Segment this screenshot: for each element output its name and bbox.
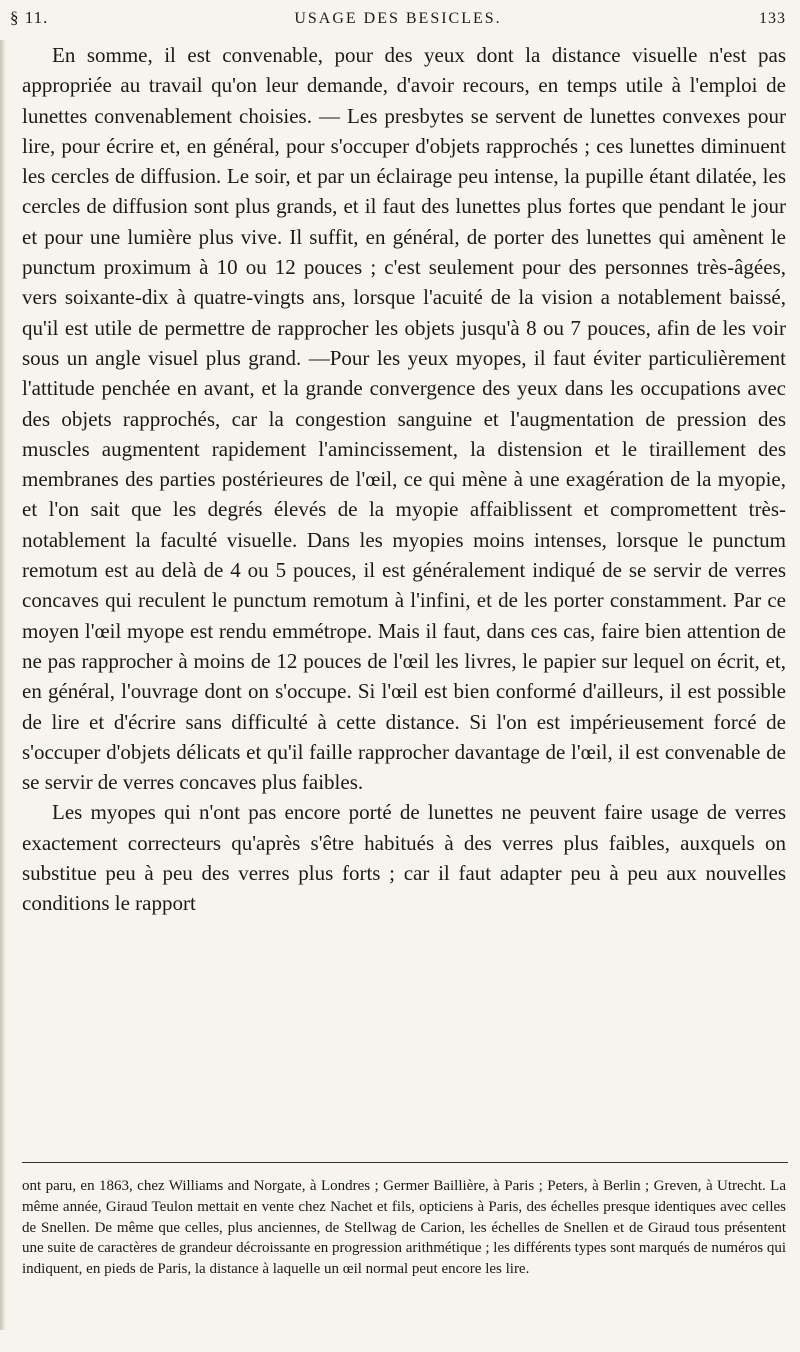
page-number: 133 — [759, 10, 786, 27]
page-header — [10, 6, 786, 36]
section-mark: § 11. — [10, 8, 49, 27]
page-gutter-shadow — [0, 40, 6, 1330]
footnote-text: ont paru, en 1863, chez Williams and Norgate, à Londres ; Germer Baillière, à Paris ; Peters, à Berlin ; Greven, à Utrecht. La même année, Giraud Teulon mettait en vente chez Nachet et fils, opticiens à Paris, des échelles presque identiques avec celles de Snellen. De même que celles, plus anciennes, de Stellwag de Carion, les échelles de Snellen et de Giraud tous présentent une suite de caractères de grandeur décroissante en progression arithmétique ; les différents types sont marqués de numéros qui indiquent, en pieds de Paris, la distance à laquelle un œil normal peut encore les lire. — [22, 1178, 786, 1278]
main-text — [22, 40, 786, 919]
footnote — [22, 1176, 786, 1280]
footnote-rule — [22, 1162, 788, 1163]
paragraph-1: En somme, il est convenable, pour des yeux dont la distance visuelle n'est pas appropriée au travail qu'on leur demande, d'avoir recours, en temps utile à l'emploi de lunettes convenablement choisies. — Les presbytes se servent de lunettes convexes pour lire, pour écrire et, en général, pour s'occuper d'objets rapprochés ; ces lunettes diminuent les cercles de diffusion. Le soir, et par un éclairage peu intense, la pupille étant dilatée, les cercles de diffusion sont plus grands, et il faut des lunettes plus fortes que pendant le jour et pour une lumière plus vive. Il suffit, en général, de porter des lunettes qui amènent le punctum proximum à 10 ou 12 pouces ; c'est seulement pour des personnes très-âgées, vers soixante-dix à quatre-vingts ans, lorsque l'acuité de la vision a notablement baissé, qu'il est utile de permettre de rapprocher les objets jusqu'à 8 ou 7 pouces, afin de les voir sous un angle visuel plus grand. —Pour les yeux myopes, il faut éviter particulièrement l'attitude penchée en avant, et la grande convergence des yeux dans les occupations avec des objets rapprochés, car la congestion sanguine et l'augmentation de pression des muscles augmentent rapidement l'amincissement, la distension et le tiraillement des membranes des parties postérieures de l'œil, ce qui mène à une exagération de la myopie, et l'on sait que les degrés élevés de la myopie affaiblissent et compromettent très-notablement la faculté visuelle. Dans les myopies moins intenses, lorsque le punctum remotum est au delà de 4 ou 5 pouces, il est généralement indiqué de se servir de verres concaves qui reculent le punctum remotum à l'infini, et de les porter constamment. Par ce moyen l'œil myope est rendu emmétrope. Mais il faut, dans ces cas, faire bien attention de ne pas rapprocher à moins de 12 pouces de l'œil les livres, le papier sur lequel on écrit, et, en général, l'ouvrage dont on s'occupe. Si l'œil est bien conformé d'ailleurs, il est possible de lire et d'écrire sans difficulté à cette distance. Si l'on est impérieusement forcé de s'occuper d'objets délicats et qu'il faille rapprocher davantage de l'œil, il est convenable de se servir de verres concaves plus faibles. — [22, 43, 786, 795]
paragraph-2: Les myopes qui n'ont pas encore porté de lunettes ne peuvent faire usage de verres exactement correcteurs qu'après s'être habitués à des verres plus faibles, auxquels on substitue peu à peu des verres plus forts ; car il faut adapter peu à peu aux nouvelles conditions le rapport — [22, 800, 786, 916]
running-title: USAGE DES BESICLES. — [294, 10, 502, 27]
